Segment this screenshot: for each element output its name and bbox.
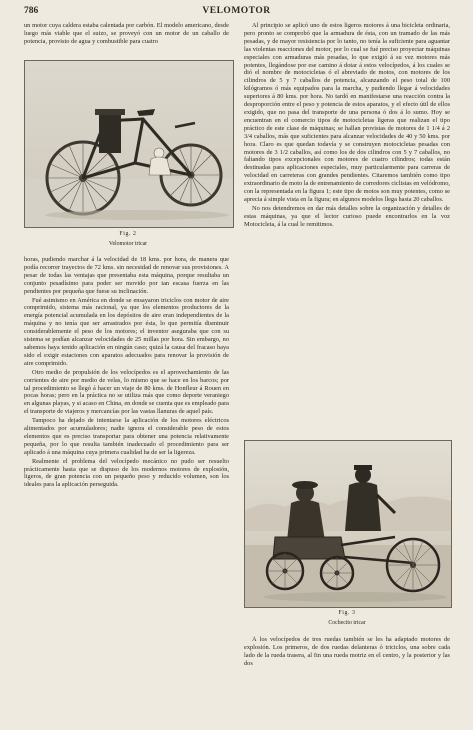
- right-paragraph-2: No nos detendremos en dar más detalles sobre la organización y detalles de estas máquinas, ya que el lector curioso puede encontrarlos en la voz Motocicleta, á la cual le remitimos.: [244, 204, 450, 228]
- right-paragraph-1: Al principio se aplicó uno de estos ligeros motores á una bicicleta ordinaria, pero pronto se comprobó que la armadura de ésta, con un tramado de las más pesadas, y de mayor resistencia por lo tanto, no tenía la suficiente para aguantar las violentas reacciones del motor, por lo cual se fué preciso proyectar máquinas especiales con armaduras más pesadas, lo que exigió á su vez motores más potentes, llegándose por ese camino á dotar á estos velocípedos, á los cuales se dió el nombre de motocicletas ó el abreviado de motos, con motores de los cilindros de 5 y 7 caballos de potencia, alcanzando el peso total de 100 kilógramos ó más equipados para la marcha, y pudiendo llegar á velocidades superiores á 80 kms. por hora. No tardó en manifestarse una reacción contra la desproporción entre el peso y potencia de estos aparatos, y el efecto útil de ellos exigido, que no pasa del transporte de una persona ó dos á lo sumo. Hoy se encuentran en el comercio tipos de motocicletas ligeras que realizan el tipo práctico de este clase de máquinas; se hallan provistas de motores de 1 1/4 á 2 3/4 caballos, más que suficientes para alcanzar velocidades de 40 y 50 kms. por hora. Claro es que quedan todavía y se construyen motocicletas pesadas con motores de 3 1/2 caballos, así como los de dos cilindros con 5 y 7 caballos, no faltando tipos excepcionales con motores de cuatro cilindros; todas están destinadas para aplicaciones especiales, muy particularmente para carreras de velocidad en carreteras con grandes pendientes. Citaremos también como tipo extraordinario de moto la de entrenamiento de corredores ciclistas en velódromo, con la representada en la figura 1; este tipo de motos son muy potentes, como se aprecia á simple vista en la figura; en algunos modelos llega hasta 20 caballos.: [244, 22, 450, 203]
- right-column-top: [244, 22, 450, 434]
- right-column-bottom: [244, 636, 450, 720]
- left-top-paragraph: un motor cuya caldera estaba calentada por carbón. El modelo americano, desde luego más viable que el suizo, se proveyó con un motor de un caballo de potencia, provisto de agua y combustible para cuatro: [24, 22, 229, 45]
- left-paragraph-5: Realmente el problema del velocípedo mecánico no pudo ser resuelto prácticamente hasta que se dispuso de los modernos motores de explosión, ligeros, de gran potencia con un pequeño peso y reducido volumen, son los ideales para la aplicación perseguida.: [24, 457, 229, 489]
- figure-3-caption: Cochecito tricar: [328, 620, 366, 626]
- figure-2-caption: Velomotor tricar: [108, 241, 148, 247]
- left-column-top: [24, 22, 229, 47]
- page-number: 786: [24, 6, 39, 16]
- figure-2-photo: [24, 60, 234, 228]
- running-title: VELOMOTOR: [202, 6, 271, 16]
- figure-3-photo: [244, 440, 452, 608]
- left-column-bottom: [24, 256, 229, 716]
- left-paragraph-2: Fué asimismo en América en donde se ensayaron triciclos con motor de aire comprimido, sistema más racional, ya que los elementos productores de la energía potencial acumulada en los depósitos de aire eran independientes de la máquina y no tenía que ser arrastrados por ésta, lo que permitía disminuir considerablemente el peso de los motores; el inventor aseguraba que con su sistema se podían alcanzar velocidades de 25 millas por hora. Sin embargo, no sabemos haya tenido aplicación en ningún caso; quizá la causa del fracaso haya sido el exigir estaciones con aparatos adecuados para renovar la provisión de aire comprimido.: [24, 296, 229, 367]
- figure-3-label: Fig. 3: [338, 610, 356, 616]
- page-header: [24, 4, 449, 20]
- cochecito-illustration: [245, 441, 451, 607]
- figure-2-label: Fig. 2: [119, 231, 137, 237]
- left-paragraph-1: horas, pudiendo marchar á la velocidad de 18 kms. por hora, de manera que podía recorrer trayectos de 72 kms. sin necesidad de renovar sus provisiones. A pesar de todas las ventajas que presentaba esta máquina, porque resultaba un conjunto pesadísimo para poder ser movido por tan escasa fuerza en las pendientes por pequeña que fuese su inclinación.: [24, 256, 229, 295]
- left-paragraph-4: Tampoco ha dejado de intentarse la aplicación de los motores eléctricos alimentados por acumuladores; nadie ignora el considerable peso de estos elementos que es preciso transportar para obtener una potencia relativamente pequeña, por lo que resulta también inadecuado el procedimiento para ser aplicado á una máquina cuya primera cualidad ha de ser la ligereza.: [24, 417, 229, 456]
- left-paragraph-3: Otro medio de propulsión de los velocípedos es el aprovechamiento de las corrientes de aire por medio de velas, lo mismo que se hace en los barcos; por tal procedimiento se llegó á hacer un viaje de 80 kms. de Honfleur á Rouen en pocas horas; pero en la práctica no se utiliza más que como deporte veraniego en algunas playas, y si acaso en China, en donde se cuenta que es empleado para el transporte de viajeros y mercancías por las vastas llanuras de aquel país.: [24, 368, 229, 416]
- tricar-illustration: [25, 61, 233, 227]
- right-paragraph-3: Á los velocípedos de tres ruedas también se les ha adaptado motores de explosión. Los primeros, de dos ruedas delanteras ó triciclos, una sobre cada lado de la rueda trasera, al fin una rueda motriz en el centro, y la posterior y las dos: [244, 636, 450, 667]
